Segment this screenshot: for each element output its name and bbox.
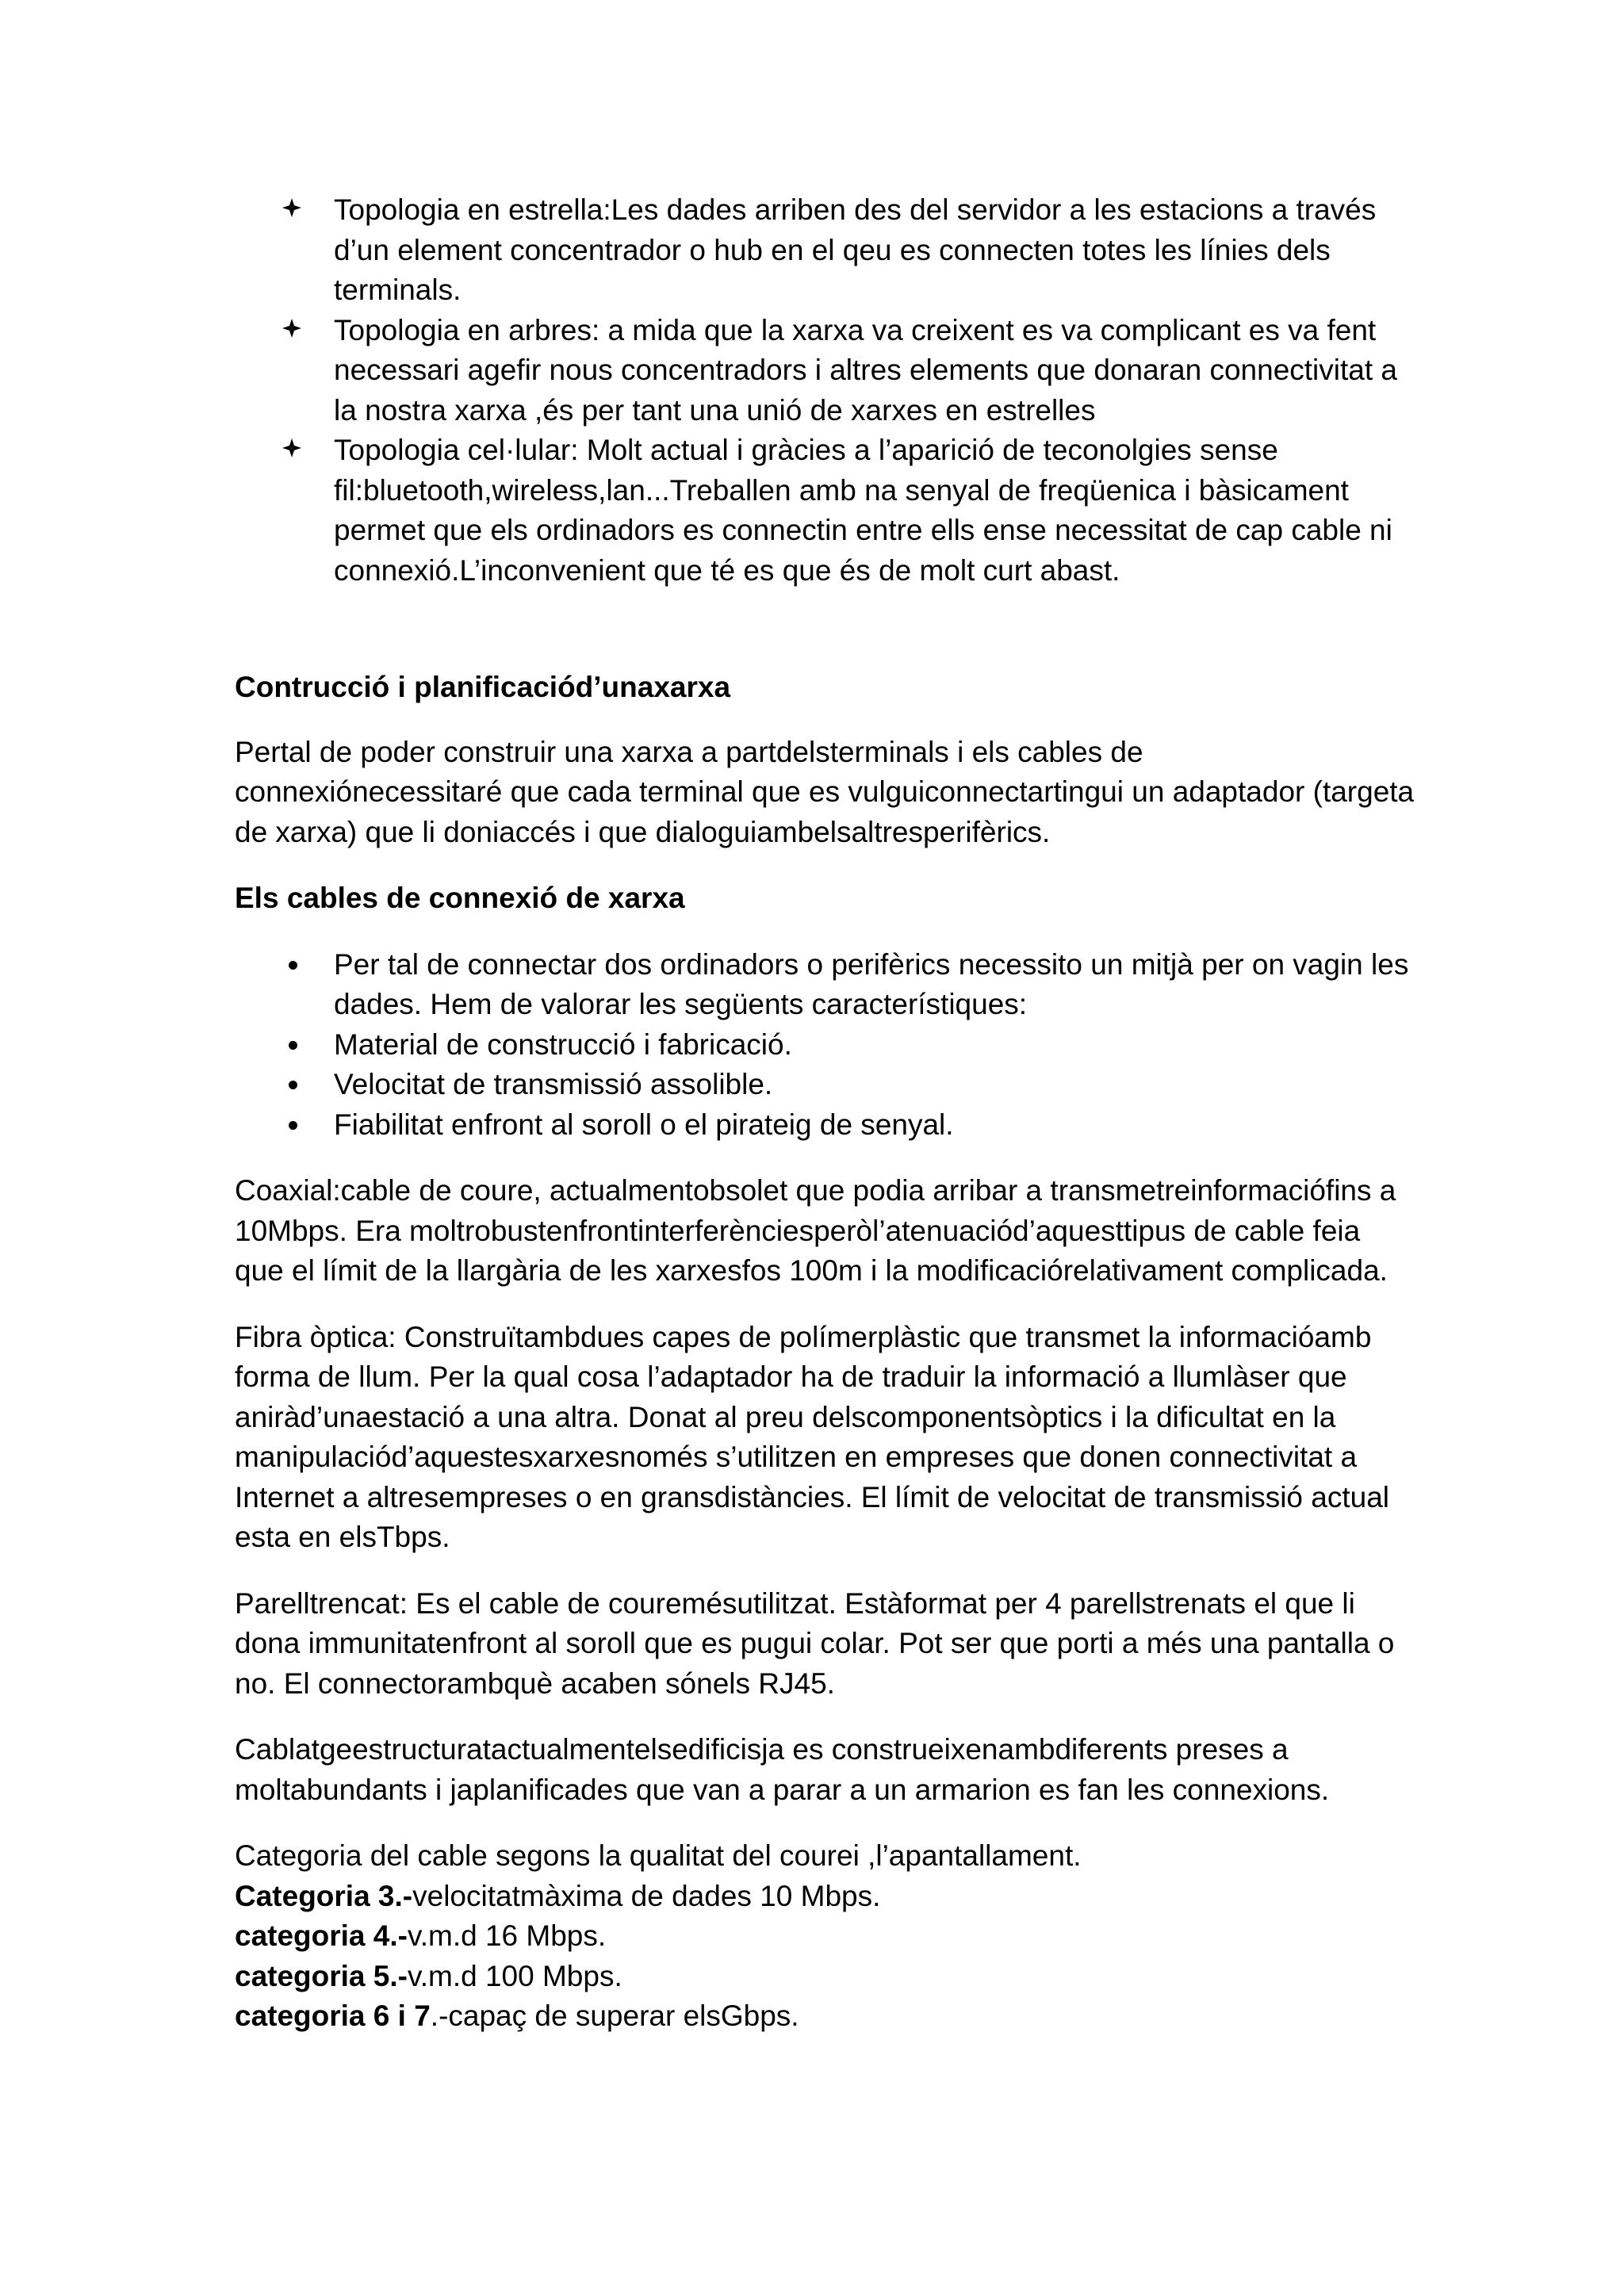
topology-text: Topologia cel·lular: Molt actual i gràcies a l’aparició de teconolgies sense fil:bluetooth,wireless,lan...Treballen amb na senyal de freqüenica i bàsicament permet que els ordinadors es connectin entre ells ense necessitat de cap cable ni connexió.L’inconvenient que té es que és de molt curt abast.	[334, 434, 1392, 587]
category-text: v.m.d 100 Mbps.	[407, 1959, 622, 1992]
diamond-bullet-icon	[281, 197, 303, 219]
cable-criteria-list	[235, 945, 1416, 1146]
diamond-bullet-icon	[281, 437, 303, 459]
section-heading-cables: Els cables de connexió de xarxa	[235, 882, 685, 914]
bullet-text: Fiabilitat enfront al soroll o el pirateig de senyal.	[334, 1108, 954, 1141]
list-item	[235, 945, 1416, 1025]
category-line	[235, 1916, 1416, 1957]
category-line	[235, 1996, 1416, 2037]
list-item	[235, 430, 1416, 591]
topology-text: Topologia en estrella:Les dades arriben des del servidor a les estacions a través d’un element concentrador o hub en el qeu es connecten totes les línies dels terminals.	[334, 193, 1377, 306]
paragraph-parell-trencat: Parelltrencat: Es el cable de couremésutilitzat. Estàformat per 4 parellstrenats el que li dona immunitatenfront al soroll que es pugui colar. Pot ser que porti a més una pantalla o no. El connectorambquè acaben sónels RJ45.	[235, 1586, 1395, 1700]
list-item	[235, 1065, 1416, 1105]
bullet-text: Velocitat de transmissió assolible.	[334, 1068, 773, 1100]
dot-bullet-icon	[289, 1121, 297, 1130]
category-label: categoria 6 i 7	[235, 1999, 431, 2032]
category-label: categoria 4.-	[235, 1919, 408, 1952]
list-item	[235, 190, 1416, 311]
bullet-text: Per tal de connectar dos ordinadors o perifèrics necessito un mitjà per on vagin les dades. Hem de valorar les següents característiques:	[334, 947, 1409, 1020]
categories-intro: Categoria del cable segons la qualitat del courei ,l’apantallament.	[235, 1839, 1082, 1872]
document-body	[235, 190, 1416, 2037]
dot-bullet-icon	[289, 961, 297, 970]
dot-bullet-icon	[289, 1081, 297, 1089]
list-item	[235, 1105, 1416, 1146]
topology-list	[235, 190, 1416, 591]
category-label: categoria 5.-	[235, 1959, 408, 1992]
paragraph-construction: Pertal de poder construir una xarxa a partdelsterminals i els cables de connexiónecessitaré que cada terminal que es vulguiconnectartingui un adaptador (targeta de xarxa) que li doniaccés i que dialoguiambelsaltresperifèrics.	[235, 735, 1415, 848]
paragraph-coaxial: Coaxial:cable de coure, actualmentobsolet que podia arribar a transmetreinformaciófins a 10Mbps. Era moltrobustenfrontinterferènciesperòl’atenuaciód’aquesttipus de cable feia que el límit de la llargària de les xarxesfos 100m i la modificaciórelativament complicada.	[235, 1174, 1396, 1287]
section-heading-construction: Contrucció i planificaciód’unaxarxa	[235, 671, 731, 703]
bullet-text: Material de construcció i fabricació.	[334, 1027, 792, 1061]
list-item	[235, 311, 1416, 431]
paragraph-cablatge-estructurat: Cablatgeestructuratactualmentelsedificisja es construeixenambdiferents preses a moltabundants i japlanificades que van a parar a un armarion es fan les connexions.	[235, 1733, 1330, 1806]
topology-text: Topologia en arbres: a mida que la xarxa va creixent es va complicant es va fent necessari agefir nous concentradors i altres elements que donaran connectivitat a la nostra xarxa ,és per tant una unió de xarxes en estrelles	[334, 313, 1397, 427]
category-line	[235, 1957, 1416, 1997]
category-text: v.m.d 16 Mbps.	[407, 1919, 607, 1952]
category-text: velocitatmàxima de dades 10 Mbps.	[412, 1879, 881, 1912]
category-line	[235, 1877, 1416, 1917]
category-text: .-capaç de superar elsGbps.	[430, 1999, 799, 2032]
dot-bullet-icon	[289, 1041, 297, 1050]
paragraph-fibra-optica: Fibra òptica: Construïtambdues capes de polímerplàstic que transmet la informacióamb forma de llum. Per la qual cosa l’adaptador ha de traduir la informació a llumlàser que aniràd’unaestació a una altra. Donat al preu delscomponentsòptics i la dificultat en la manipulaciód’aquestesxarxesnomés s’utilitzen en empreses que donen connectivitat a Internet a altresempreses o en gransdistàncies. El límit de velocitat de transmissió actual esta en elsTbps.	[235, 1320, 1390, 1553]
list-item	[235, 1025, 1416, 1066]
category-label: Categoria 3.-	[235, 1879, 413, 1912]
diamond-bullet-icon	[281, 317, 303, 339]
